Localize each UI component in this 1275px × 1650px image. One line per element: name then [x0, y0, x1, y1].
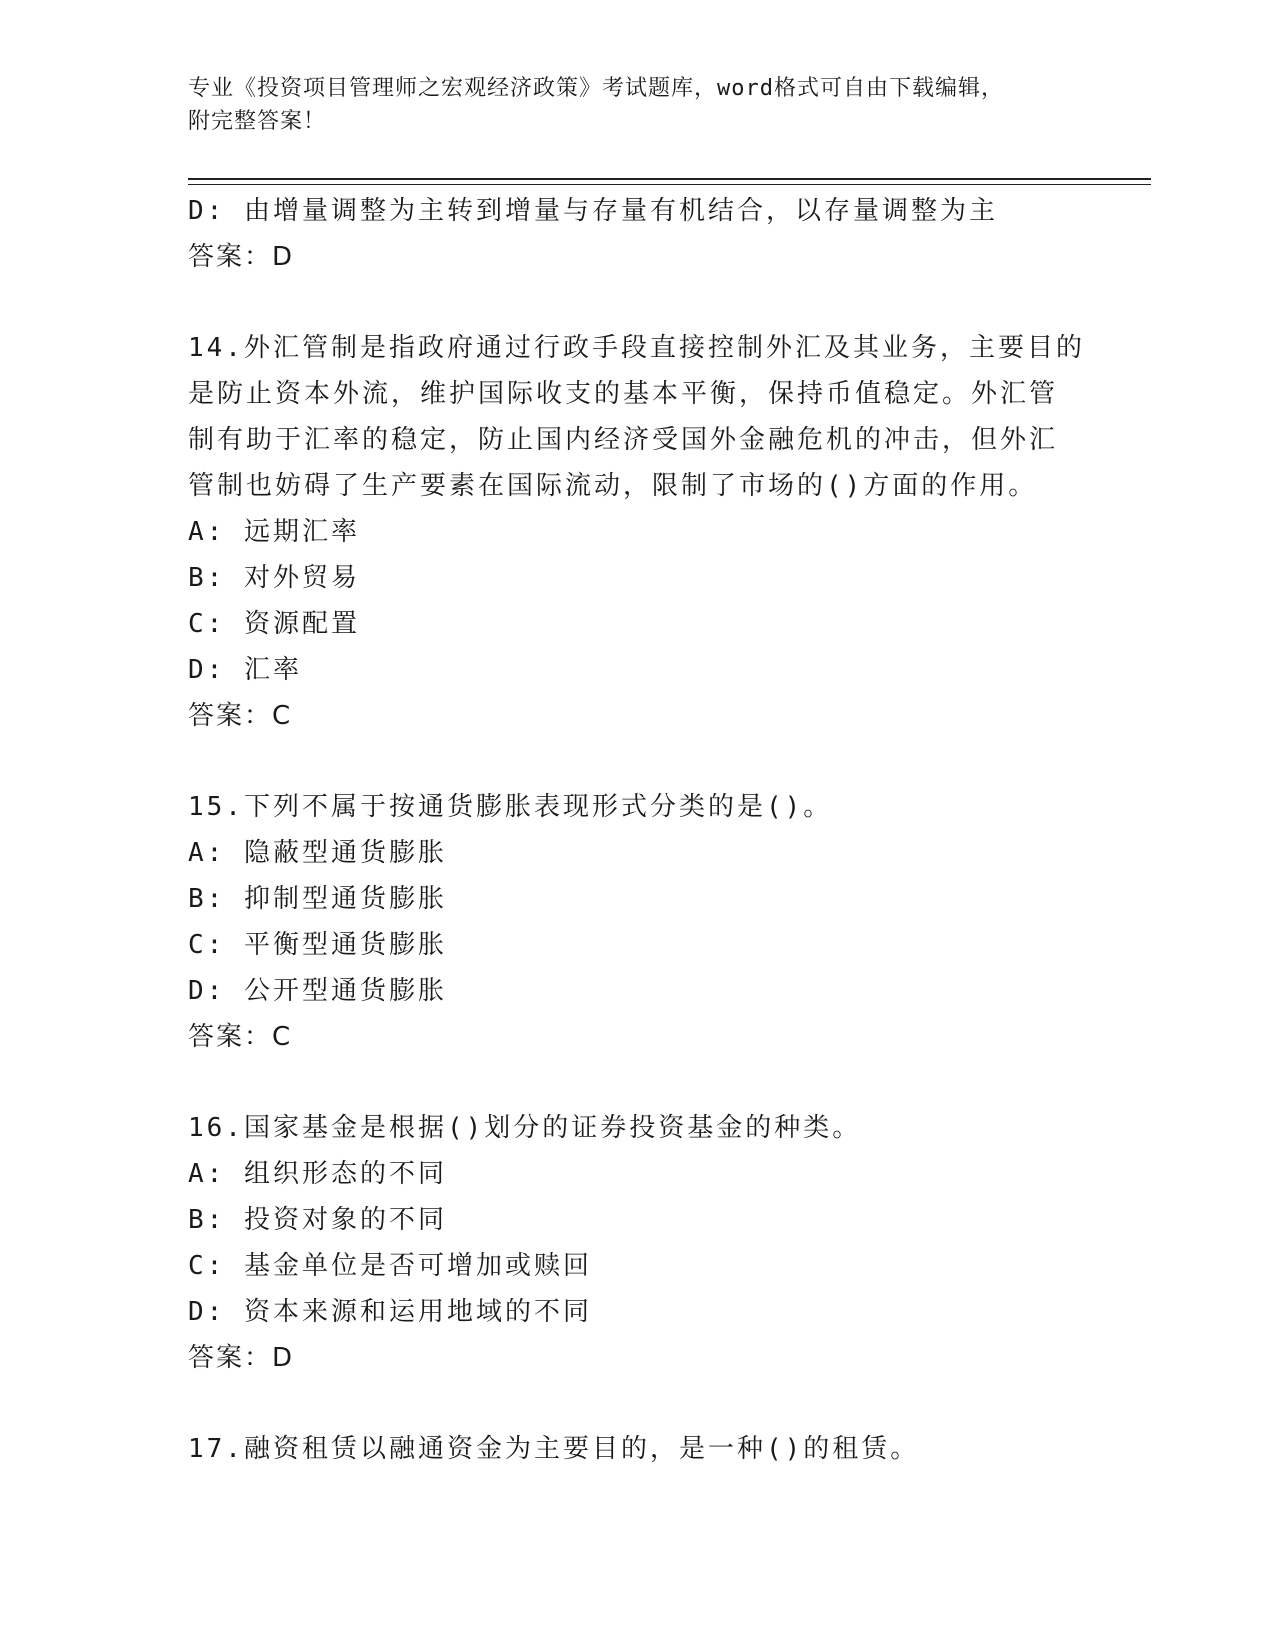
spacer: [188, 1060, 1088, 1105]
question-16: [188, 1105, 1088, 1381]
question-14: [188, 325, 1088, 739]
option-d: D: 公开型通货膨胀: [188, 976, 447, 1006]
header-divider-thin: [188, 184, 1151, 185]
option-b: B: 投资对象的不同: [188, 1205, 447, 1235]
option-a: A: 组织形态的不同: [188, 1159, 447, 1189]
option-d: D: 资本来源和运用地域的不同: [188, 1297, 592, 1327]
header-line-2: 附完整答案！: [188, 109, 327, 134]
option-c: C: 平衡型通货膨胀: [188, 930, 447, 960]
question-stem-line: 制有助于汇率的稳定，防止国内经济受国外金融危机的冲击，但外汇: [188, 425, 1059, 455]
header-divider-thick: [188, 178, 1151, 180]
spacer: [188, 280, 1088, 325]
answer-label: 答案：D: [188, 1343, 295, 1373]
option-d: D: 汇率: [188, 655, 302, 685]
question-15: [188, 784, 1088, 1060]
question-stem-line: 是防止资本外流，维护国际收支的基本平衡，保持币值稳定。外汇管: [188, 379, 1059, 409]
option-a: A: 隐蔽型通货膨胀: [188, 838, 447, 868]
prev-question-block: [188, 188, 1088, 280]
question-17: [188, 1426, 1088, 1472]
question-stem: 16.国家基金是根据()划分的证券投资基金的种类。: [188, 1113, 862, 1143]
spacer: [188, 739, 1088, 784]
question-stem-line: 14.外汇管制是指政府通过行政手段直接控制外汇及其业务，主要目的: [188, 333, 1085, 363]
question-content: [188, 188, 1088, 1472]
header-line-1: 专业《投资项目管理师之宏观经济政策》考试题库，word格式可自由下载编辑，: [188, 76, 1004, 101]
spacer: [188, 1381, 1088, 1426]
question-stem: 17.融资租赁以融通资金为主要目的，是一种()的租赁。: [188, 1434, 920, 1464]
option-c: C: 资源配置: [188, 609, 360, 639]
answer-label: 答案：D: [188, 242, 295, 272]
document-header: [188, 72, 1088, 138]
option-a: A: 远期汇率: [188, 517, 360, 547]
question-stem-line: 管制也妨碍了生产要素在国际流动，限制了市场的()方面的作用。: [188, 471, 1038, 501]
answer-label: 答案：C: [188, 1022, 293, 1052]
question-stem: 15.下列不属于按通货膨胀表现形式分类的是()。: [188, 792, 833, 822]
option-d: D: 由增量调整为主转到增量与存量有机结合，以存量调整为主: [188, 196, 998, 226]
option-b: B: 对外贸易: [188, 563, 360, 593]
answer-label: 答案：C: [188, 701, 293, 731]
option-c: C: 基金单位是否可增加或赎回: [188, 1251, 592, 1281]
option-b: B: 抑制型通货膨胀: [188, 884, 447, 914]
